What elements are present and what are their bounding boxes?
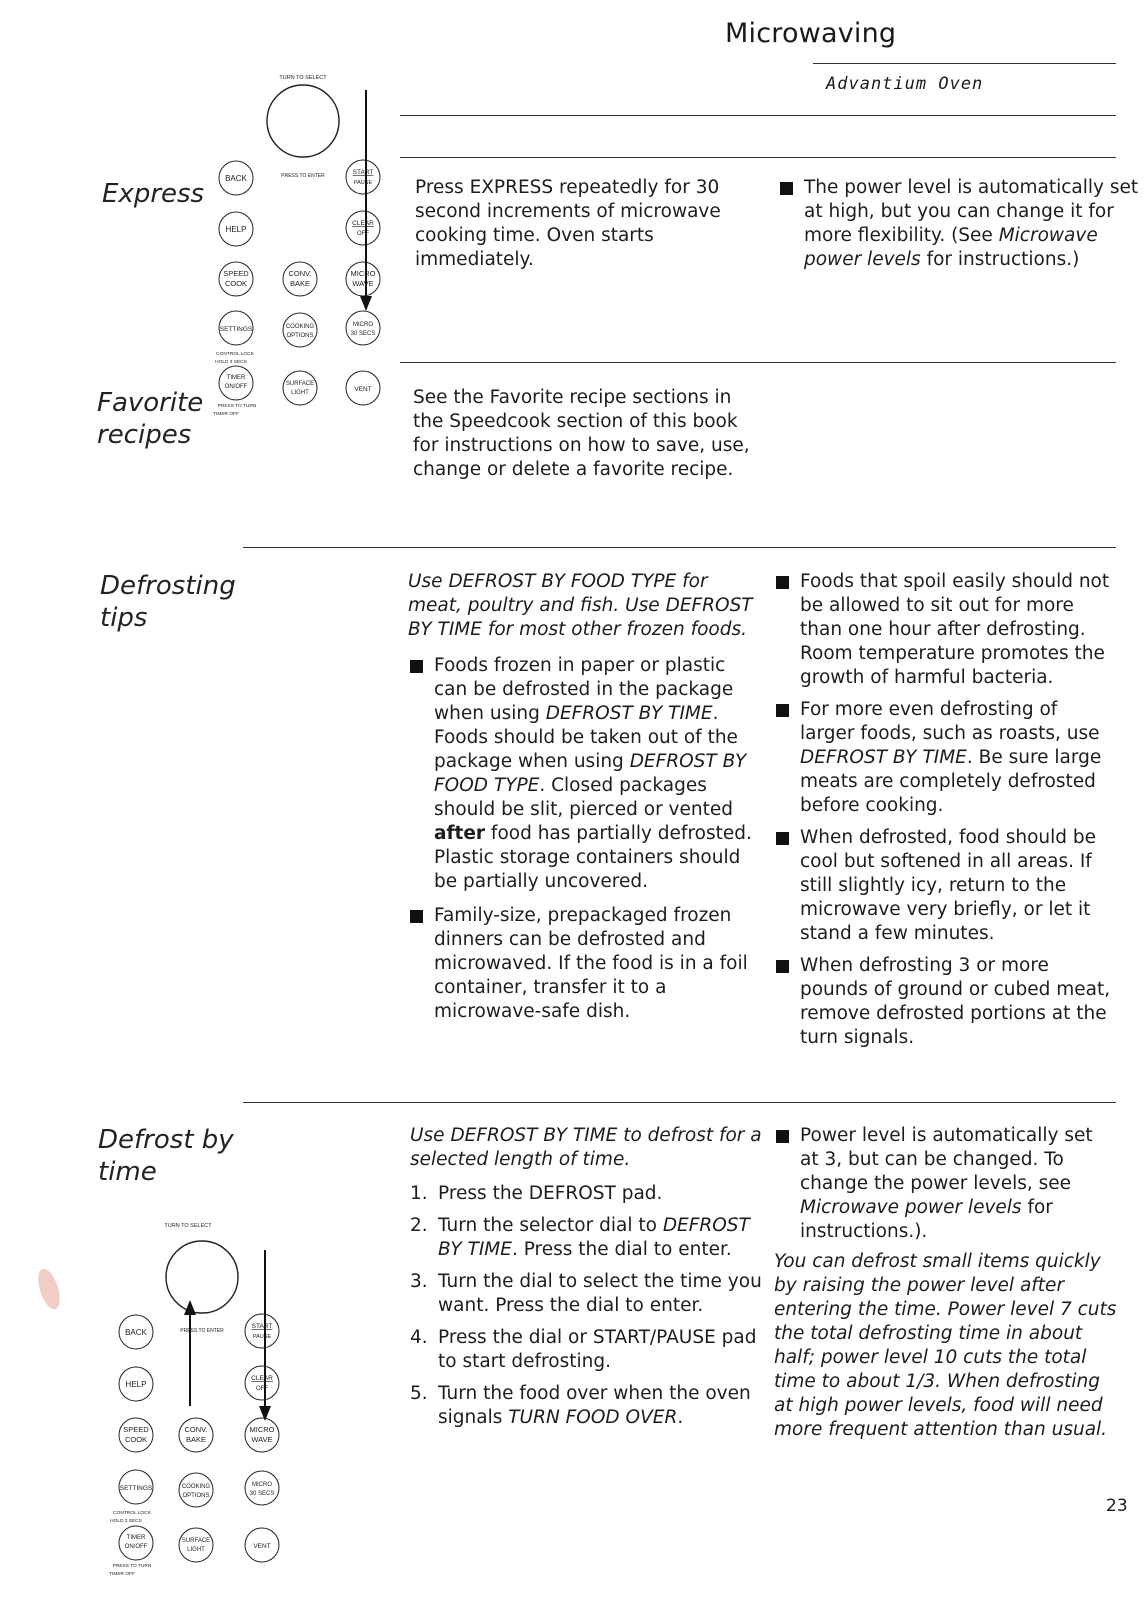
surface-light-button bbox=[283, 371, 317, 405]
list-item: 1. Press the DEFROST pad. bbox=[410, 1183, 663, 1204]
svg-text:SPEED: SPEED bbox=[123, 1425, 149, 1434]
timer-off-caption: TIMER OFF bbox=[109, 1572, 135, 1577]
svg-text:COOK: COOK bbox=[124, 1435, 148, 1444]
control-panel-diagram bbox=[108, 1218, 293, 1588]
hold-caption: HOLD 3 SECS bbox=[215, 360, 247, 365]
dial-caption: TURN TO SELECT bbox=[164, 1223, 212, 1229]
press-turn-caption: PRESS TO TURN bbox=[112, 1564, 152, 1569]
start-pause-button bbox=[245, 1314, 279, 1348]
list-item: Foods frozen in paper or plastic can be defrosted in the package when using DEFROST BY TIME. Foods should be taken out of the package when using DEFROST BY FOOD TYPE. Closed packages should be slit, pierced or vented after food has partially defrosted. Plastic storage containers should be partially uncovered. bbox=[408, 654, 760, 894]
svg-text:MICRO: MICRO bbox=[249, 1425, 275, 1434]
svg-text:30 SECS: 30 SECS bbox=[249, 1491, 275, 1497]
svg-text:SETTINGS: SETTINGS bbox=[119, 1485, 153, 1492]
cooking-options-button bbox=[179, 1473, 213, 1507]
cooking-options-button bbox=[283, 313, 317, 347]
back-button bbox=[119, 1315, 153, 1349]
svg-text:HELP: HELP bbox=[125, 1380, 147, 1389]
thumb-smudge bbox=[34, 1266, 64, 1312]
surface-light-button bbox=[179, 1528, 213, 1562]
svg-text:OFF: OFF bbox=[256, 1386, 268, 1392]
divider bbox=[243, 1102, 1116, 1103]
list-item: 3. Turn the dial to select the time you want. Press the dial to enter. bbox=[410, 1271, 762, 1316]
speed-cook-button bbox=[219, 262, 253, 296]
express-text: Press EXPRESS repeatedly for 30 second increments of microwave cooking time. Oven starts immediately. bbox=[415, 177, 721, 270]
help-button bbox=[119, 1367, 153, 1401]
svg-text:VENT: VENT bbox=[253, 1543, 271, 1550]
timer-button bbox=[119, 1526, 153, 1560]
section-title-defrosting-tips: Defrosting tips bbox=[100, 571, 236, 633]
svg-text:LIGHT: LIGHT bbox=[187, 1547, 205, 1553]
settings-button bbox=[119, 1470, 153, 1504]
page-title: Microwaving bbox=[725, 18, 897, 49]
microwave-button bbox=[346, 262, 380, 296]
divider bbox=[400, 115, 1116, 116]
svg-text:LIGHT: LIGHT bbox=[291, 390, 309, 396]
divider bbox=[400, 157, 1116, 158]
svg-text:BAKE: BAKE bbox=[289, 279, 311, 288]
svg-text:OPTIONS: OPTIONS bbox=[182, 1493, 210, 1499]
defrost-tips-right-column bbox=[774, 570, 1114, 1050]
svg-text:MICRO: MICRO bbox=[252, 1482, 272, 1488]
svg-text:OFF: OFF bbox=[357, 231, 369, 237]
micro-30-secs-button bbox=[346, 311, 380, 345]
svg-text:MICRO: MICRO bbox=[350, 269, 376, 278]
list-item: For more even defrosting of larger foods, such as roasts, use DEFROST BY TIME. Be sure large meats are completely defrosted before cooking. bbox=[774, 698, 1114, 818]
defrost-tips-intro: Use DEFROST BY FOOD TYPE for meat, poultry and fish. Use DEFROST BY TIME for most other frozen foods. bbox=[408, 571, 753, 640]
defrost-time-intro: Use DEFROST BY TIME to defrost for a selected length of time. bbox=[410, 1125, 762, 1170]
svg-text:PAUSE: PAUSE bbox=[353, 180, 373, 186]
page-subtitle: Advantium Oven bbox=[826, 74, 984, 94]
settings-button bbox=[219, 311, 253, 345]
selector-dial bbox=[166, 1241, 238, 1313]
svg-text:START: START bbox=[352, 169, 374, 176]
svg-text:SURFACE: SURFACE bbox=[181, 1538, 211, 1544]
list-item: 5. Turn the food over when the oven signals TURN FOOD OVER. bbox=[410, 1383, 751, 1428]
defrost-time-steps bbox=[410, 1124, 762, 1430]
list-item: When defrosted, food should be cool but softened in all areas. If still slightly icy, return to the microwave very briefly, or let it stand a few minutes. bbox=[774, 826, 1114, 946]
conv-bake-button bbox=[179, 1418, 213, 1452]
favorite-text: See the Favorite recipe sections in the Speedcook section of this book for instructions on how to save, use, change or delete a favorite recipe. bbox=[413, 387, 750, 480]
defrost-time-notes bbox=[774, 1124, 1114, 1244]
svg-text:HELP: HELP bbox=[225, 225, 247, 234]
svg-text:SPEED: SPEED bbox=[223, 269, 249, 278]
svg-text:TIMER: TIMER bbox=[226, 375, 246, 381]
svg-text:ON/OFF: ON/OFF bbox=[124, 1544, 148, 1550]
press-caption: PRESS TO ENTER bbox=[281, 173, 325, 179]
clear-off-button bbox=[346, 211, 380, 245]
list-item: Family-size, prepackaged frozen dinners can be defrosted and microwaved. If the food is in a foil container, transfer it to a microwave-safe dish. bbox=[408, 904, 760, 1024]
svg-text:MICRO: MICRO bbox=[353, 322, 373, 328]
vent-button bbox=[346, 371, 380, 405]
vent-button bbox=[245, 1528, 279, 1562]
express-note: The power level is automatically set at high, but you can change it for more flexibility. (See Microwave power levels for instructions.) bbox=[778, 176, 1140, 272]
svg-text:ON/OFF: ON/OFF bbox=[224, 384, 248, 390]
section-title-favorite: Favorite recipes bbox=[97, 388, 204, 450]
press-caption: PRESS TO ENTER bbox=[180, 1328, 224, 1334]
speed-cook-button bbox=[119, 1418, 153, 1452]
svg-text:CONV.: CONV. bbox=[288, 269, 312, 278]
svg-text:VENT: VENT bbox=[354, 386, 372, 393]
svg-text:WAVE: WAVE bbox=[352, 279, 374, 288]
page-number: 23 bbox=[1106, 1496, 1128, 1516]
control-lock-caption: CONTROL LOCK bbox=[113, 1511, 151, 1516]
svg-text:CLEAR: CLEAR bbox=[251, 1375, 273, 1382]
list-item: Foods that spoil easily should not be allowed to sit out for more than one hour after defrosting. Room temperature promotes the growth of harmful bacteria. bbox=[774, 570, 1114, 690]
svg-text:CONV.: CONV. bbox=[184, 1425, 208, 1434]
control-panel-diagram bbox=[205, 70, 390, 430]
divider bbox=[400, 362, 1116, 363]
microwave-button bbox=[245, 1418, 279, 1452]
svg-text:SETTINGS: SETTINGS bbox=[219, 326, 253, 333]
svg-text:BACK: BACK bbox=[125, 1328, 147, 1337]
svg-text:BAKE: BAKE bbox=[185, 1435, 207, 1444]
svg-text:30 SECS: 30 SECS bbox=[350, 331, 376, 337]
list-item: 2. Turn the selector dial to DEFROST BY TIME. Press the dial to enter. bbox=[410, 1215, 750, 1260]
hold-caption: HOLD 3 SECS bbox=[110, 1519, 142, 1524]
section-title-express: Express bbox=[102, 179, 205, 209]
list-item: When defrosting 3 or more pounds of ground or cubed meat, remove defrosted portions at the turn signals. bbox=[774, 954, 1114, 1050]
header-rule bbox=[813, 63, 1116, 64]
control-lock-caption: CONTROL LOCK bbox=[216, 352, 254, 357]
up-arrow-icon bbox=[184, 1300, 196, 1406]
svg-text:PAUSE: PAUSE bbox=[252, 1334, 272, 1340]
micro-30-secs-button bbox=[245, 1471, 279, 1505]
conv-bake-button bbox=[283, 262, 317, 296]
svg-text:CLEAR: CLEAR bbox=[352, 220, 374, 227]
start-pause-button bbox=[346, 160, 380, 194]
svg-text:TIMER: TIMER bbox=[126, 1535, 146, 1541]
svg-text:COOKING: COOKING bbox=[285, 324, 315, 330]
svg-text:COOK: COOK bbox=[224, 279, 248, 288]
svg-text:COOKING: COOKING bbox=[181, 1484, 211, 1490]
timer-button bbox=[219, 366, 253, 400]
selector-dial bbox=[267, 85, 339, 157]
back-button bbox=[219, 161, 253, 195]
svg-text:BACK: BACK bbox=[225, 174, 247, 183]
dial-caption: TURN TO SELECT bbox=[279, 75, 327, 81]
press-turn-caption: PRESS TO TURN bbox=[217, 404, 257, 409]
section-title-defrost-by-time: Defrost by time bbox=[98, 1125, 234, 1187]
svg-text:WAVE: WAVE bbox=[251, 1435, 273, 1444]
clear-off-button bbox=[245, 1366, 279, 1400]
defrost-tips-left-column bbox=[408, 570, 760, 1024]
svg-text:SURFACE: SURFACE bbox=[285, 381, 315, 387]
defrost-time-tip: You can defrost small items quickly by raising the power level after entering the time. Power level 7 cuts the total defrosting time in about half; power level 10 cuts the total time to about 1/3. When defrosting at high power levels, food will need more frequent attention than usual. bbox=[774, 1251, 1117, 1440]
timer-off-caption: TIMER OFF bbox=[213, 412, 239, 417]
list-item: Power level is automatically set at 3, but can be changed. To change the power levels, see Microwave power levels for instructions.). bbox=[774, 1124, 1114, 1244]
svg-text:START: START bbox=[251, 1323, 273, 1330]
divider bbox=[243, 547, 1116, 548]
list-item: 4. Press the dial or START/PAUSE pad to start defrosting. bbox=[410, 1327, 757, 1372]
help-button bbox=[219, 212, 253, 246]
svg-text:OPTIONS: OPTIONS bbox=[286, 333, 314, 339]
